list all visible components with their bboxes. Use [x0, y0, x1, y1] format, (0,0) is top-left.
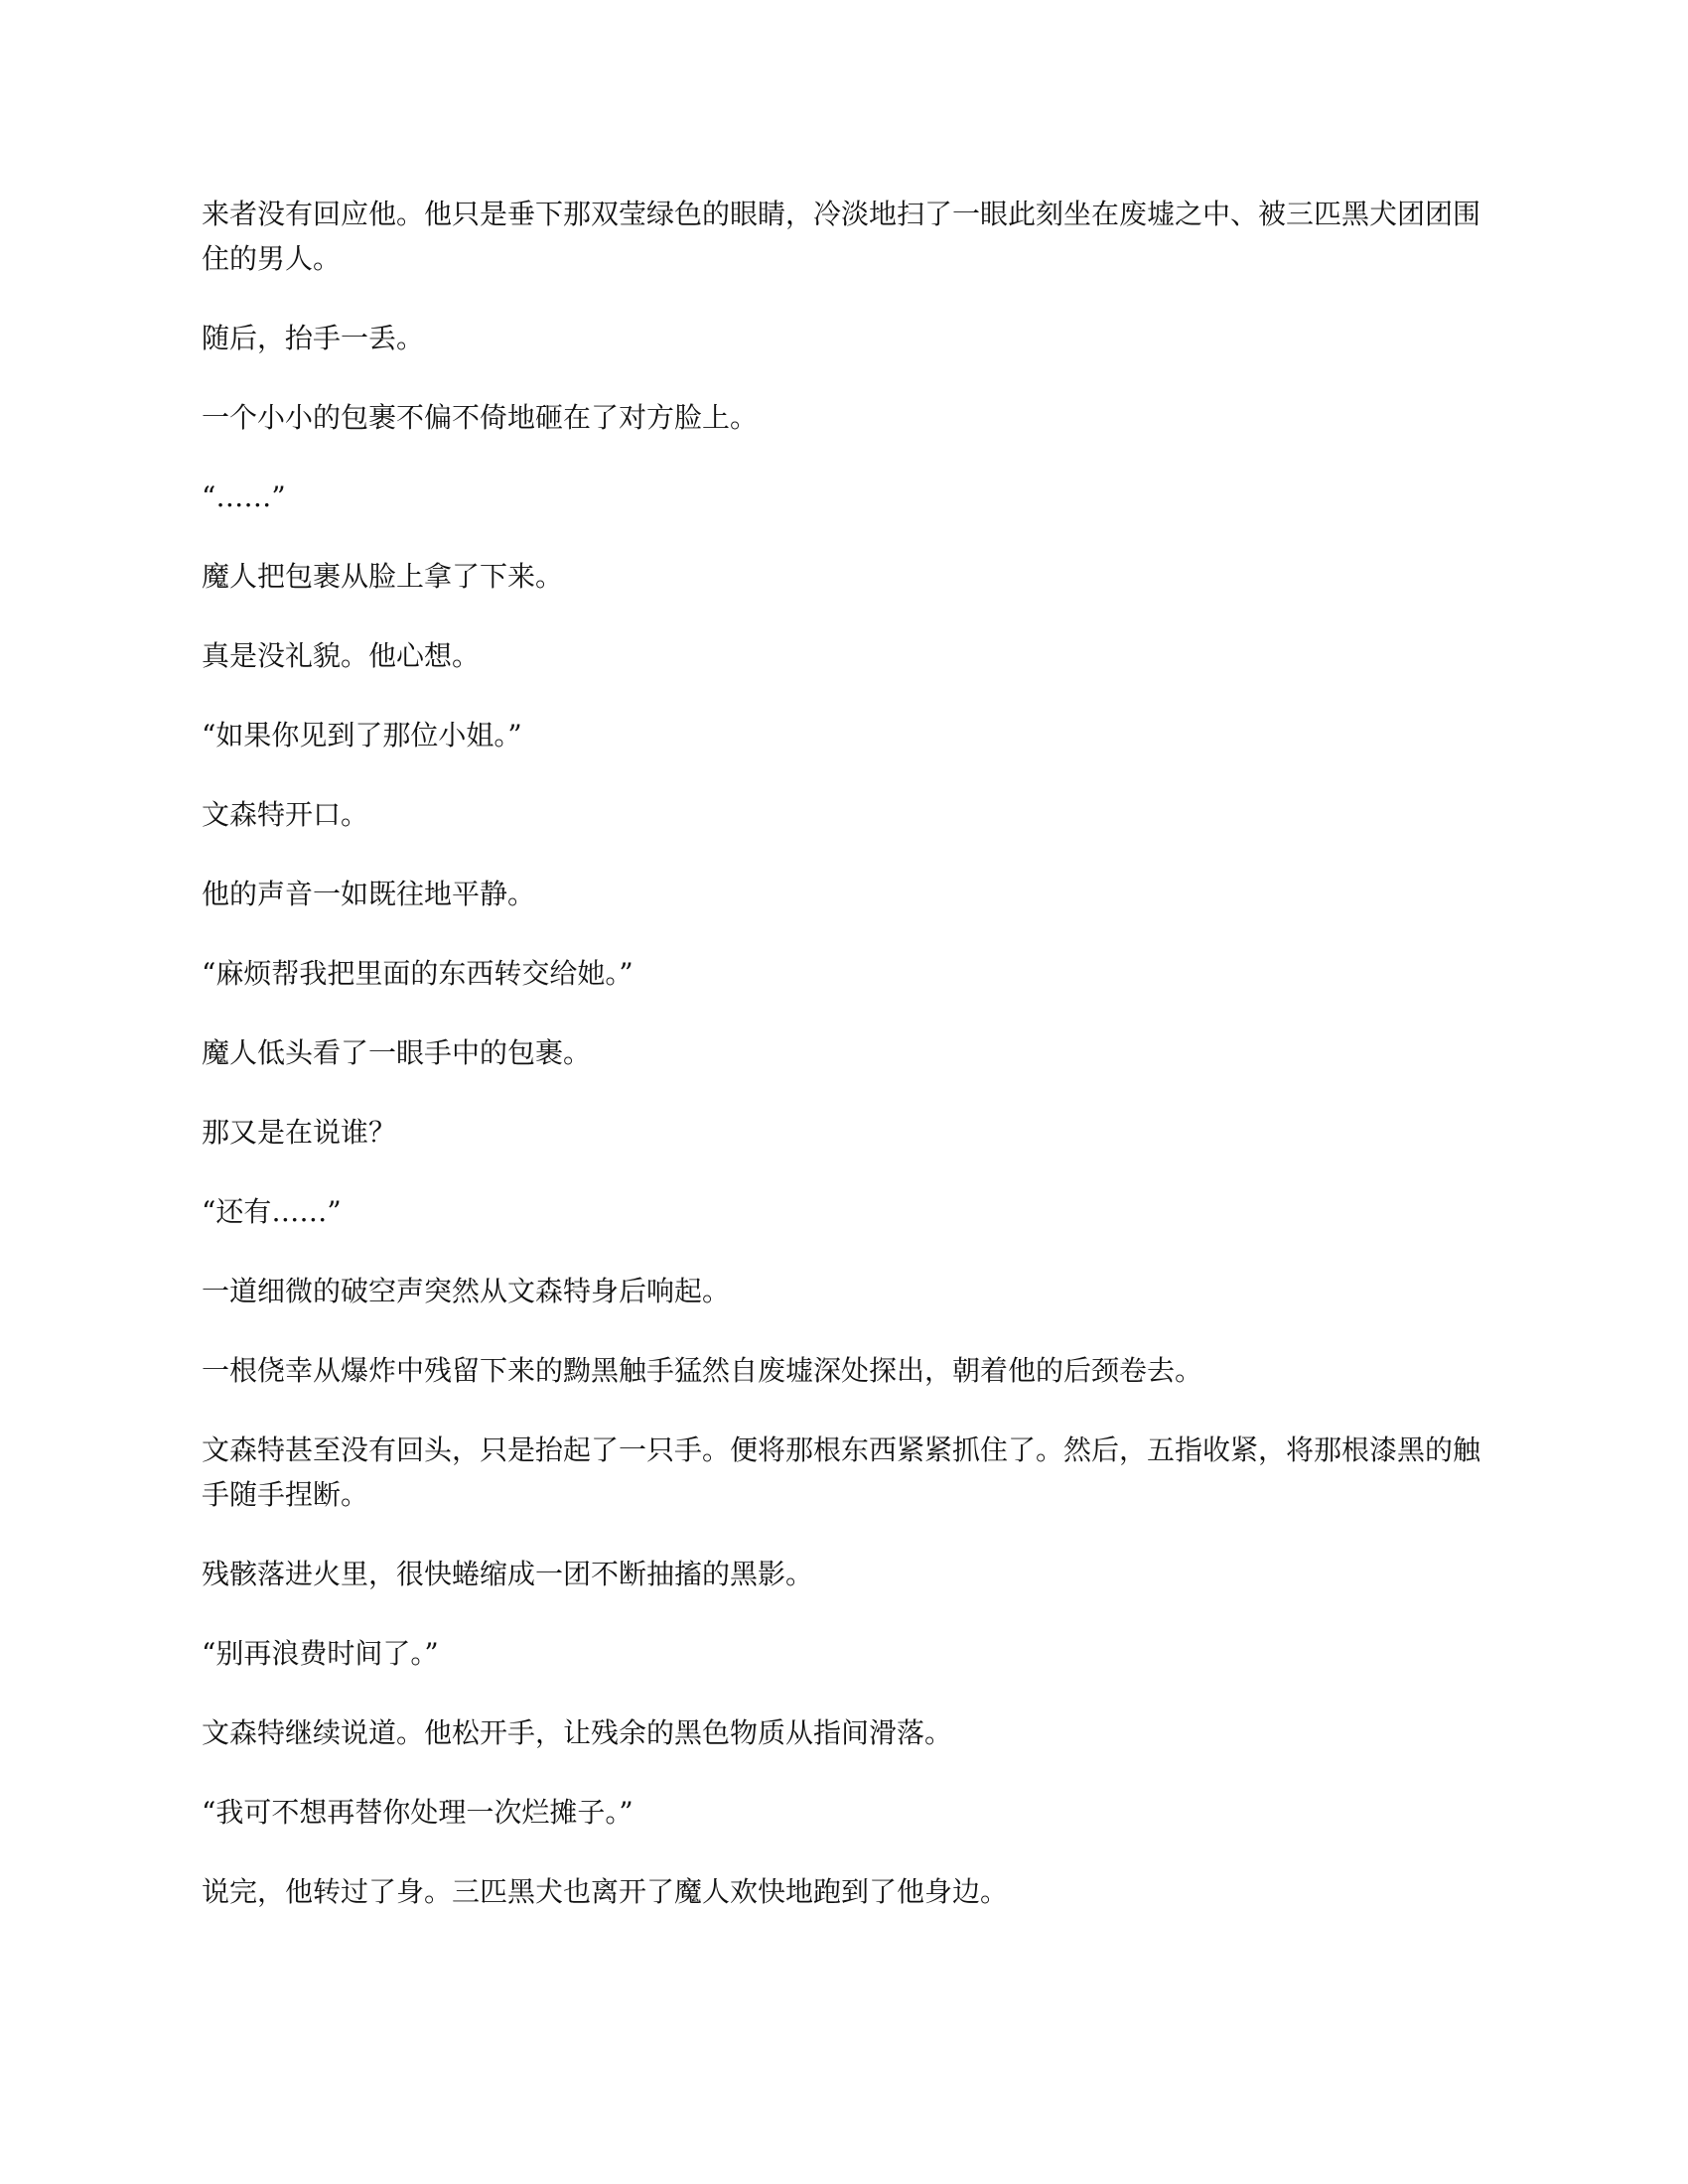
- paragraph: 一个小小的包裹不偏不倚地砸在了对方脸上。: [202, 401, 759, 434]
- paragraph: “还有……”: [202, 1195, 342, 1228]
- paragraph: 一根侥幸从爆炸中残留下来的黝黑触手猛然自废墟深处探出，朝着他的后颈卷去。: [202, 1354, 1203, 1387]
- paragraph: “别再浪费时间了。”: [202, 1637, 439, 1670]
- paragraph: 残骸落进火里，很快蜷缩成一团不断抽搐的黑影。: [202, 1558, 814, 1590]
- paragraph: 说完，他转过了身。三匹黑犬也离开了魔人欢快地跑到了他身边。: [202, 1875, 1009, 1908]
- paragraph: 一道细微的破空声突然从文森特身后响起。: [202, 1275, 731, 1307]
- paragraph: 那又是在说谁？: [202, 1116, 397, 1149]
- paragraph: 文森特继续说道。他松开手，让残余的黑色物质从指间滑落。: [202, 1716, 953, 1749]
- paragraph: 魔人把包裹从脸上拿了下来。: [202, 560, 564, 593]
- paragraph: “如果你见到了那位小姐。”: [202, 719, 522, 751]
- paragraph: 他的声音一如既往地平静。: [202, 878, 536, 910]
- paragraph: “……”: [202, 480, 286, 513]
- paragraph: 魔人低头看了一眼手中的包裹。: [202, 1036, 592, 1069]
- paragraph: 来者没有回应他。他只是垂下那双莹绿色的眼睛，冷淡地扫了一眼此刻坐在废墟之中、被三匹黑犬团团围住的男人。: [202, 198, 1481, 275]
- paragraph: 文森特甚至没有回头，只是抬起了一只手。便将那根东西紧紧抓住了。然后，五指收紧，将那根漆黑的触手随手捏断。: [202, 1433, 1481, 1511]
- paragraph: “我可不想再替你处理一次烂摊子。”: [202, 1796, 633, 1829]
- paragraph: 文森特开口。: [202, 798, 369, 831]
- body-text: [202, 192, 1487, 1949]
- paragraph: “麻烦帮我把里面的东西转交给她。”: [202, 957, 633, 990]
- paragraph: 随后，抬手一丢。: [202, 322, 425, 354]
- paragraph: 真是没礼貌。他心想。: [202, 639, 481, 672]
